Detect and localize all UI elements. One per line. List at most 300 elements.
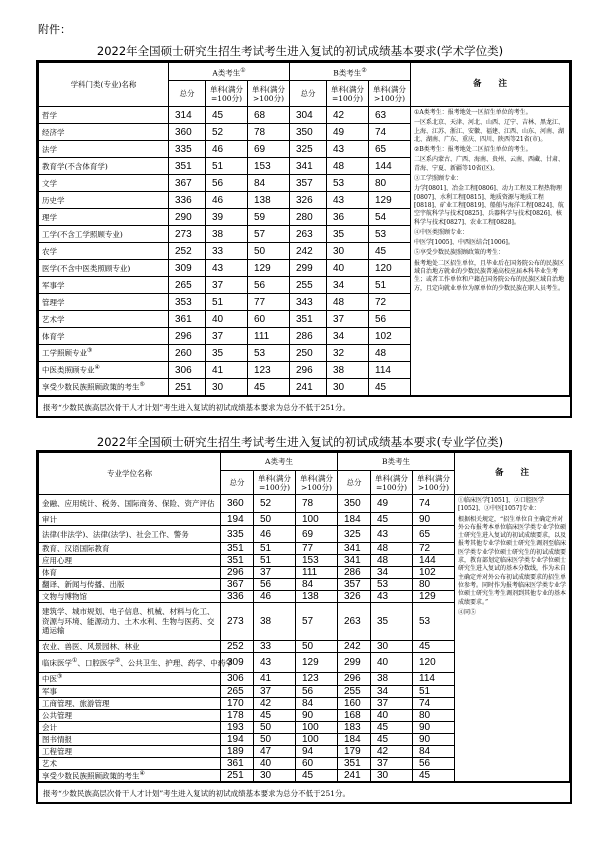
score-a-single100: 52 <box>254 495 296 513</box>
score-a-single-over100: 123 <box>296 673 338 686</box>
subject-name <box>39 526 221 543</box>
note-paragraph: ②B类考生：报考地处二区招生单位的考生。 <box>414 146 532 154</box>
attachment-label: 附件： <box>38 23 71 36</box>
score-b-single100: 45 <box>371 733 413 745</box>
score-a-single-over100: 69 <box>248 141 290 158</box>
score-a-single-over100: 77 <box>296 543 338 555</box>
score-a-single-over100: 56 <box>296 685 338 697</box>
note-marker: ② <box>114 656 121 664</box>
score-b-single-over100: 102 <box>369 328 411 345</box>
subject-label: 临床医学 <box>42 658 72 668</box>
score-b-total: 280 <box>290 209 327 226</box>
score-a-single-over100: 78 <box>296 495 338 513</box>
subject-name <box>39 362 169 379</box>
subject-label: 享受少数民族照顾政策的考生 <box>42 771 140 780</box>
score-b-single-over100: 90 <box>413 513 455 526</box>
score-a-total: 193 <box>221 721 254 733</box>
score-b-single100: 30 <box>327 243 369 260</box>
table2-b-total: 总分 <box>338 471 371 495</box>
score-b-total: 350 <box>290 124 327 141</box>
table1-header-notes: 备 注 <box>411 63 570 107</box>
subject-name <box>39 513 221 526</box>
table2-b-single100: 单科(满分=100分) <box>371 471 413 495</box>
score-a-single-over100: 78 <box>248 124 290 141</box>
score-b-single-over100: 114 <box>369 362 411 379</box>
score-a-single-over100: 69 <box>296 526 338 543</box>
note-marker: ③ <box>57 673 63 680</box>
notes-cell <box>455 495 570 782</box>
score-b-single-over100: 45 <box>413 641 455 653</box>
table1-header-b: B类考生② <box>290 63 411 81</box>
table1-header-subject: 学科门类(专业)名称 <box>39 63 169 107</box>
score-a-single100: 46 <box>206 141 248 158</box>
score-a-single100: 30 <box>206 379 248 396</box>
subject-name <box>39 379 169 396</box>
subject-label: 中医类照顾专业 <box>42 365 95 375</box>
score-a-single-over100: 90 <box>296 709 338 721</box>
score-b-total: 326 <box>338 591 371 603</box>
score-b-single-over100: 80 <box>413 709 455 721</box>
subject-name <box>39 345 169 362</box>
subject-label: 会计 <box>42 722 57 732</box>
score-b-single100: 42 <box>371 745 413 757</box>
score-a-total: 309 <box>221 653 254 673</box>
table1-b-total: 总分 <box>290 81 327 107</box>
score-a-single100: 43 <box>254 653 296 673</box>
score-a-single100: 33 <box>254 641 296 653</box>
score-a-total: 367 <box>221 579 254 591</box>
score-b-single100: 45 <box>371 513 413 526</box>
score-b-total: 351 <box>338 757 371 769</box>
score-a-single100: 42 <box>254 697 296 709</box>
score-a-total: 189 <box>221 745 254 757</box>
subject-name <box>39 641 221 653</box>
score-a-single-over100: 60 <box>248 311 290 328</box>
score-b-single100: 34 <box>327 277 369 294</box>
score-b-single100: 40 <box>371 709 413 721</box>
score-a-single100: 46 <box>206 192 248 209</box>
score-b-single100: 37 <box>327 311 369 328</box>
score-b-single-over100: 120 <box>369 260 411 277</box>
score-a-total: 170 <box>221 697 254 709</box>
note-marker: ⑤ <box>139 381 145 389</box>
score-b-single-over100: 53 <box>369 226 411 243</box>
score-a-single100: 35 <box>206 345 248 362</box>
subject-label: 应用心理 <box>42 556 72 565</box>
table1-a-total: 总分 <box>169 81 206 107</box>
note-paragraph: ④中医类照顾专业： <box>414 228 469 236</box>
score-a-total: 361 <box>169 311 206 328</box>
subject-name <box>39 311 169 328</box>
note-paragraph: 中医学[1005]、中西医结合[1006]。 <box>414 239 514 247</box>
score-b-total: 242 <box>338 641 371 653</box>
score-a-single100: 39 <box>206 209 248 226</box>
score-a-single-over100: 57 <box>248 226 290 243</box>
score-a-single100: 51 <box>254 543 296 555</box>
score-a-total: 353 <box>169 294 206 311</box>
score-b-total: 242 <box>290 243 327 260</box>
score-b-single-over100: 129 <box>369 192 411 209</box>
score-a-single-over100: 45 <box>296 769 338 782</box>
score-b-single-over100: 120 <box>413 653 455 673</box>
score-a-single-over100: 60 <box>296 757 338 769</box>
table2-header-subject: 专业学位名称 <box>39 453 221 495</box>
score-b-total: 241 <box>290 379 327 396</box>
score-b-single100: 48 <box>327 158 369 175</box>
score-a-total: 296 <box>169 328 206 345</box>
score-b-total: 326 <box>290 192 327 209</box>
score-a-total: 367 <box>169 175 206 192</box>
subject-name <box>39 769 221 782</box>
score-a-total: 361 <box>221 757 254 769</box>
subject-label: 文物与博物馆 <box>42 592 87 601</box>
score-b-single100: 49 <box>327 124 369 141</box>
score-a-single-over100: 77 <box>248 294 290 311</box>
note-marker: ④ <box>94 364 100 372</box>
score-a-single-over100: 100 <box>296 733 338 745</box>
score-b-single-over100: 45 <box>369 379 411 396</box>
score-b-total: 286 <box>290 328 327 345</box>
score-b-total: 160 <box>338 697 371 709</box>
score-a-single-over100: 138 <box>248 192 290 209</box>
score-b-single100: 45 <box>371 721 413 733</box>
score-a-single100: 43 <box>206 260 248 277</box>
table1-academic <box>36 60 572 418</box>
table1-b-single-over100: 单科(满分>100分) <box>369 81 411 107</box>
score-b-single100: 34 <box>371 685 413 697</box>
score-b-single100: 30 <box>327 379 369 396</box>
score-a-total: 360 <box>169 124 206 141</box>
score-b-single-over100: 74 <box>413 697 455 709</box>
table1-b-single100: 单科(满分=100分) <box>327 81 369 107</box>
subject-label: 经济学 <box>42 127 65 137</box>
score-a-total: 296 <box>221 567 254 579</box>
subject-name <box>39 543 221 555</box>
subject-label: 工学照顾专业 <box>42 348 87 358</box>
table-row <box>39 495 570 513</box>
note-marker: ① <box>72 656 78 664</box>
score-b-total: 357 <box>338 579 371 591</box>
score-b-single-over100: 51 <box>369 277 411 294</box>
note-paragraph: ③工学照顾专业： <box>414 175 463 183</box>
score-b-single100: 48 <box>371 543 413 555</box>
subject-label: 军事 <box>42 686 57 696</box>
score-b-single100: 30 <box>371 641 413 653</box>
subject-label: 军事学 <box>42 280 65 290</box>
note-paragraph: ④同⑤ <box>458 608 477 616</box>
score-a-total: 273 <box>221 603 254 641</box>
score-b-single-over100: 45 <box>413 769 455 782</box>
table2-footnote: 报考“少数民族高层次骨干人才计划”考生进入复试的初试成绩基本要求为总分不低于251分。 <box>38 782 570 802</box>
subject-name <box>39 603 221 641</box>
score-a-single-over100: 111 <box>248 328 290 345</box>
score-a-single100: 41 <box>254 673 296 686</box>
subject-label: 历史学 <box>42 195 65 205</box>
subject-name <box>39 673 221 686</box>
score-a-single-over100: 94 <box>296 745 338 757</box>
score-b-single-over100: 51 <box>413 685 455 697</box>
score-b-total: 184 <box>338 733 371 745</box>
subject-name <box>39 243 169 260</box>
score-b-single-over100: 114 <box>413 673 455 686</box>
note-marker: ④ <box>139 769 145 777</box>
subject-label: 教育学(不含体育学) <box>42 161 108 171</box>
score-a-single-over100: 84 <box>296 697 338 709</box>
score-b-single-over100: 72 <box>413 543 455 555</box>
notes-cell <box>411 107 570 396</box>
score-a-single100: 50 <box>254 733 296 745</box>
score-b-total: 351 <box>290 311 327 328</box>
score-b-single-over100: 90 <box>413 721 455 733</box>
subject-name <box>39 709 221 721</box>
score-b-single100: 49 <box>371 495 413 513</box>
table1-header-a: A类考生① <box>169 63 290 81</box>
score-a-single-over100: 153 <box>296 555 338 567</box>
score-b-single100: 37 <box>371 697 413 709</box>
score-a-single100: 45 <box>206 107 248 124</box>
score-a-single-over100: 57 <box>296 603 338 641</box>
score-b-total: 341 <box>290 158 327 175</box>
subject-name <box>39 141 169 158</box>
score-a-total: 336 <box>221 591 254 603</box>
score-a-single-over100: 50 <box>248 243 290 260</box>
score-a-single100: 46 <box>254 591 296 603</box>
score-b-total: 241 <box>338 769 371 782</box>
score-a-total: 265 <box>221 685 254 697</box>
subject-label: 艺术 <box>42 758 57 768</box>
score-b-total: 168 <box>338 709 371 721</box>
score-b-total: 325 <box>338 526 371 543</box>
subject-label: 理学 <box>42 212 57 222</box>
subject-label-part: 、公共卫生、护理、药学、中药学 <box>120 658 233 668</box>
score-b-single-over100: 144 <box>413 555 455 567</box>
subject-name <box>39 591 221 603</box>
table2-a-single-over100: 单科(满分>100分) <box>296 471 338 495</box>
score-a-total: 251 <box>221 769 254 782</box>
score-b-single100: 30 <box>371 769 413 782</box>
table1-a-single-over100: 单科(满分>100分) <box>248 81 290 107</box>
score-b-single-over100: 74 <box>369 124 411 141</box>
score-a-total: 336 <box>169 192 206 209</box>
score-b-single-over100: 129 <box>413 591 455 603</box>
score-a-total: 306 <box>169 362 206 379</box>
subject-label: 法学 <box>42 144 57 154</box>
score-b-single100: 43 <box>371 526 413 543</box>
table1-footnote: 报考“少数民族高层次骨干人才计划”考生进入复试的初试成绩基本要求为总分不低于251分。 <box>38 396 570 416</box>
note-paragraph: 力学[0801]、冶金工程[0806]、动力工程及工程热物理[0807]、水利工程[0815]、地质资源与地质工程[0818]、矿业工程[0819]、船舶与海洋工程[0824]、航空宇航科学与技术[0825]、兵器科学与技术[0826]、核科学与技术[0827]、农业工程[0828]。 <box>414 185 564 226</box>
score-b-single-over100: 48 <box>369 345 411 362</box>
subject-label: 建筑学、城市规划、电子信息、机械、材料与化工、资源与环境、能源动力、土木水利、生物与医药、交通运输 <box>42 607 215 636</box>
score-b-single-over100: 90 <box>413 733 455 745</box>
score-a-total: 351 <box>221 555 254 567</box>
subject-name <box>39 685 221 697</box>
score-b-total: 255 <box>290 277 327 294</box>
score-b-single100: 34 <box>371 567 413 579</box>
score-a-total: 273 <box>169 226 206 243</box>
subject-label-part: 、口腔医学 <box>77 658 115 668</box>
score-a-single100: 37 <box>206 277 248 294</box>
subject-name <box>39 277 169 294</box>
subject-name <box>39 555 221 567</box>
subject-name <box>39 192 169 209</box>
score-b-total: 255 <box>338 685 371 697</box>
score-b-total: 184 <box>338 513 371 526</box>
score-a-total: 306 <box>221 673 254 686</box>
score-b-single100: 53 <box>327 175 369 192</box>
table2-header-notes: 备 注 <box>455 453 570 495</box>
note-paragraph: 报考地处二区招生单位，且毕业后在国务院公布的民族区域自治地方就业的少数民族普通高校应届本科毕业生考生；或者工作单位和户籍在国务院公布的民族区域自治地方，且定向就业单位为原单位的少数民族在职人员考生。 <box>414 259 565 292</box>
subject-label: 体育 <box>42 568 57 577</box>
score-b-single-over100: 56 <box>413 757 455 769</box>
score-b-single100: 35 <box>327 226 369 243</box>
subject-name <box>39 733 221 745</box>
subject-label: 金融、应用统计、税务、国际商务、保险、资产评估 <box>42 499 215 508</box>
score-a-single100: 33 <box>206 243 248 260</box>
subject-name <box>39 567 221 579</box>
score-a-single-over100: 68 <box>248 107 290 124</box>
subject-label: 法律(非法学)、法律(法学)、社会工作、警务 <box>42 529 189 539</box>
score-a-total: 265 <box>169 277 206 294</box>
subject-label: 工学(不含工学照顾专业) <box>42 229 123 239</box>
subject-name <box>39 721 221 733</box>
score-b-total: 179 <box>338 745 371 757</box>
note-paragraph: ①A类考生：报考地处一区招生单位的考生。 <box>414 109 532 116</box>
score-a-total: 335 <box>221 526 254 543</box>
score-a-single-over100: 59 <box>248 209 290 226</box>
table1-a-single100: 单科(满分=100分) <box>206 81 248 107</box>
subject-name <box>39 158 169 175</box>
score-a-total: 351 <box>221 543 254 555</box>
score-b-total: 299 <box>290 260 327 277</box>
score-a-total: 290 <box>169 209 206 226</box>
score-b-total: 263 <box>290 226 327 243</box>
score-b-single-over100: 144 <box>369 158 411 175</box>
subject-name <box>39 757 221 769</box>
score-b-single100: 37 <box>371 757 413 769</box>
score-b-single-over100: 80 <box>369 175 411 192</box>
score-b-total: 286 <box>338 567 371 579</box>
score-b-single-over100: 102 <box>413 567 455 579</box>
subject-label: 农业、兽医、风景园林、林业 <box>42 642 140 651</box>
score-b-total: 341 <box>338 555 371 567</box>
score-a-single-over100: 84 <box>296 579 338 591</box>
subject-name <box>39 697 221 709</box>
score-a-single100: 50 <box>254 721 296 733</box>
subject-label: 中医 <box>42 674 57 684</box>
score-b-single-over100: 54 <box>369 209 411 226</box>
subject-label: 工商管理、旅游管理 <box>42 698 110 708</box>
score-a-total: 252 <box>221 641 254 653</box>
subject-label: 公共管理 <box>42 710 72 720</box>
subject-label: 体育学 <box>42 331 65 341</box>
score-a-single100: 30 <box>254 769 296 782</box>
score-b-single-over100: 45 <box>369 243 411 260</box>
subject-label: 教育、汉语国际教育 <box>42 544 110 553</box>
score-b-single-over100: 56 <box>369 311 411 328</box>
score-b-single-over100: 65 <box>413 526 455 543</box>
score-a-single100: 45 <box>254 709 296 721</box>
score-b-total: 183 <box>338 721 371 733</box>
score-a-single100: 37 <box>254 567 296 579</box>
score-b-total: 341 <box>338 543 371 555</box>
score-b-single100: 48 <box>327 294 369 311</box>
subject-label: 文学 <box>42 178 57 188</box>
note-paragraph: ⑤享受少数民族照顾政策的考生： <box>414 249 505 257</box>
score-a-single-over100: 53 <box>248 345 290 362</box>
score-a-single-over100: 129 <box>296 653 338 673</box>
subject-name <box>39 328 169 345</box>
table2-a-single100: 单科(满分=100分) <box>254 471 296 495</box>
score-b-total: 343 <box>290 294 327 311</box>
table2-a-total: 总分 <box>221 471 254 495</box>
note-paragraph: 根据相关规定，“招生单位自主确定并对外公布报考本单位临床医学类专业学位硕士研究生进入复试的初试成绩要求，以及报考其他专业学位硕士研究生调剂至临床医学类专业学位硕士研究生的初试成绩要求，教育部划定临床医学类专业学位硕士研究生进入复试的基本分数线，作为未自主确定并对外公布初试成绩要求的招生单位参考。同时作为报考临床医学类专业学位硕士研究生考生调剂到其他专业的基本成绩要求。” <box>458 515 567 606</box>
score-a-single100: 51 <box>206 294 248 311</box>
score-a-single100: 47 <box>254 745 296 757</box>
score-b-single-over100: 72 <box>369 294 411 311</box>
score-a-single100: 51 <box>254 555 296 567</box>
subject-label: 艺术学 <box>42 314 65 324</box>
score-a-single100: 41 <box>206 362 248 379</box>
score-a-single100: 56 <box>206 175 248 192</box>
score-b-single-over100: 84 <box>413 745 455 757</box>
score-b-single-over100: 65 <box>369 141 411 158</box>
subject-name <box>39 226 169 243</box>
score-b-single100: 34 <box>327 328 369 345</box>
score-b-single-over100: 53 <box>413 603 455 641</box>
table-row <box>39 107 570 124</box>
subject-label: 图书情报 <box>42 734 72 744</box>
score-b-single-over100: 74 <box>413 495 455 513</box>
score-a-single100: 52 <box>206 124 248 141</box>
table1-title: 2022年全国硕士研究生招生考试考生进入复试的初试成绩基本要求(学术学位类) <box>96 44 504 58</box>
score-a-total: 260 <box>169 345 206 362</box>
score-b-single100: 48 <box>371 555 413 567</box>
subject-label: 医学(不含中医类照顾专业) <box>42 263 131 273</box>
score-a-single-over100: 153 <box>248 158 290 175</box>
score-a-single-over100: 111 <box>296 567 338 579</box>
score-b-total: 296 <box>290 362 327 379</box>
table2-professional <box>36 450 572 804</box>
score-b-total: 304 <box>290 107 327 124</box>
score-a-total: 360 <box>221 495 254 513</box>
score-b-total: 263 <box>338 603 371 641</box>
subject-name <box>39 175 169 192</box>
score-b-single100: 43 <box>327 141 369 158</box>
score-a-single100: 46 <box>254 526 296 543</box>
score-b-single100: 43 <box>371 591 413 603</box>
subject-name <box>39 294 169 311</box>
score-b-single100: 36 <box>327 209 369 226</box>
score-a-total: 251 <box>169 379 206 396</box>
score-a-single100: 50 <box>254 513 296 526</box>
table2-header-a: A类考生 <box>221 453 338 471</box>
score-b-single-over100: 80 <box>413 579 455 591</box>
score-b-single-over100: 63 <box>369 107 411 124</box>
subject-label: 农学 <box>42 246 57 256</box>
score-a-single100: 51 <box>206 158 248 175</box>
subject-label: 翻译、新闻与传播、出版 <box>42 580 125 589</box>
subject-label: 工程管理 <box>42 746 72 756</box>
score-b-single100: 38 <box>327 362 369 379</box>
score-b-single100: 35 <box>371 603 413 641</box>
score-a-single100: 40 <box>254 757 296 769</box>
score-b-total: 357 <box>290 175 327 192</box>
score-a-single100: 38 <box>206 226 248 243</box>
score-a-total: 309 <box>169 260 206 277</box>
score-a-single100: 40 <box>206 311 248 328</box>
score-a-single-over100: 138 <box>296 591 338 603</box>
score-b-total: 325 <box>290 141 327 158</box>
